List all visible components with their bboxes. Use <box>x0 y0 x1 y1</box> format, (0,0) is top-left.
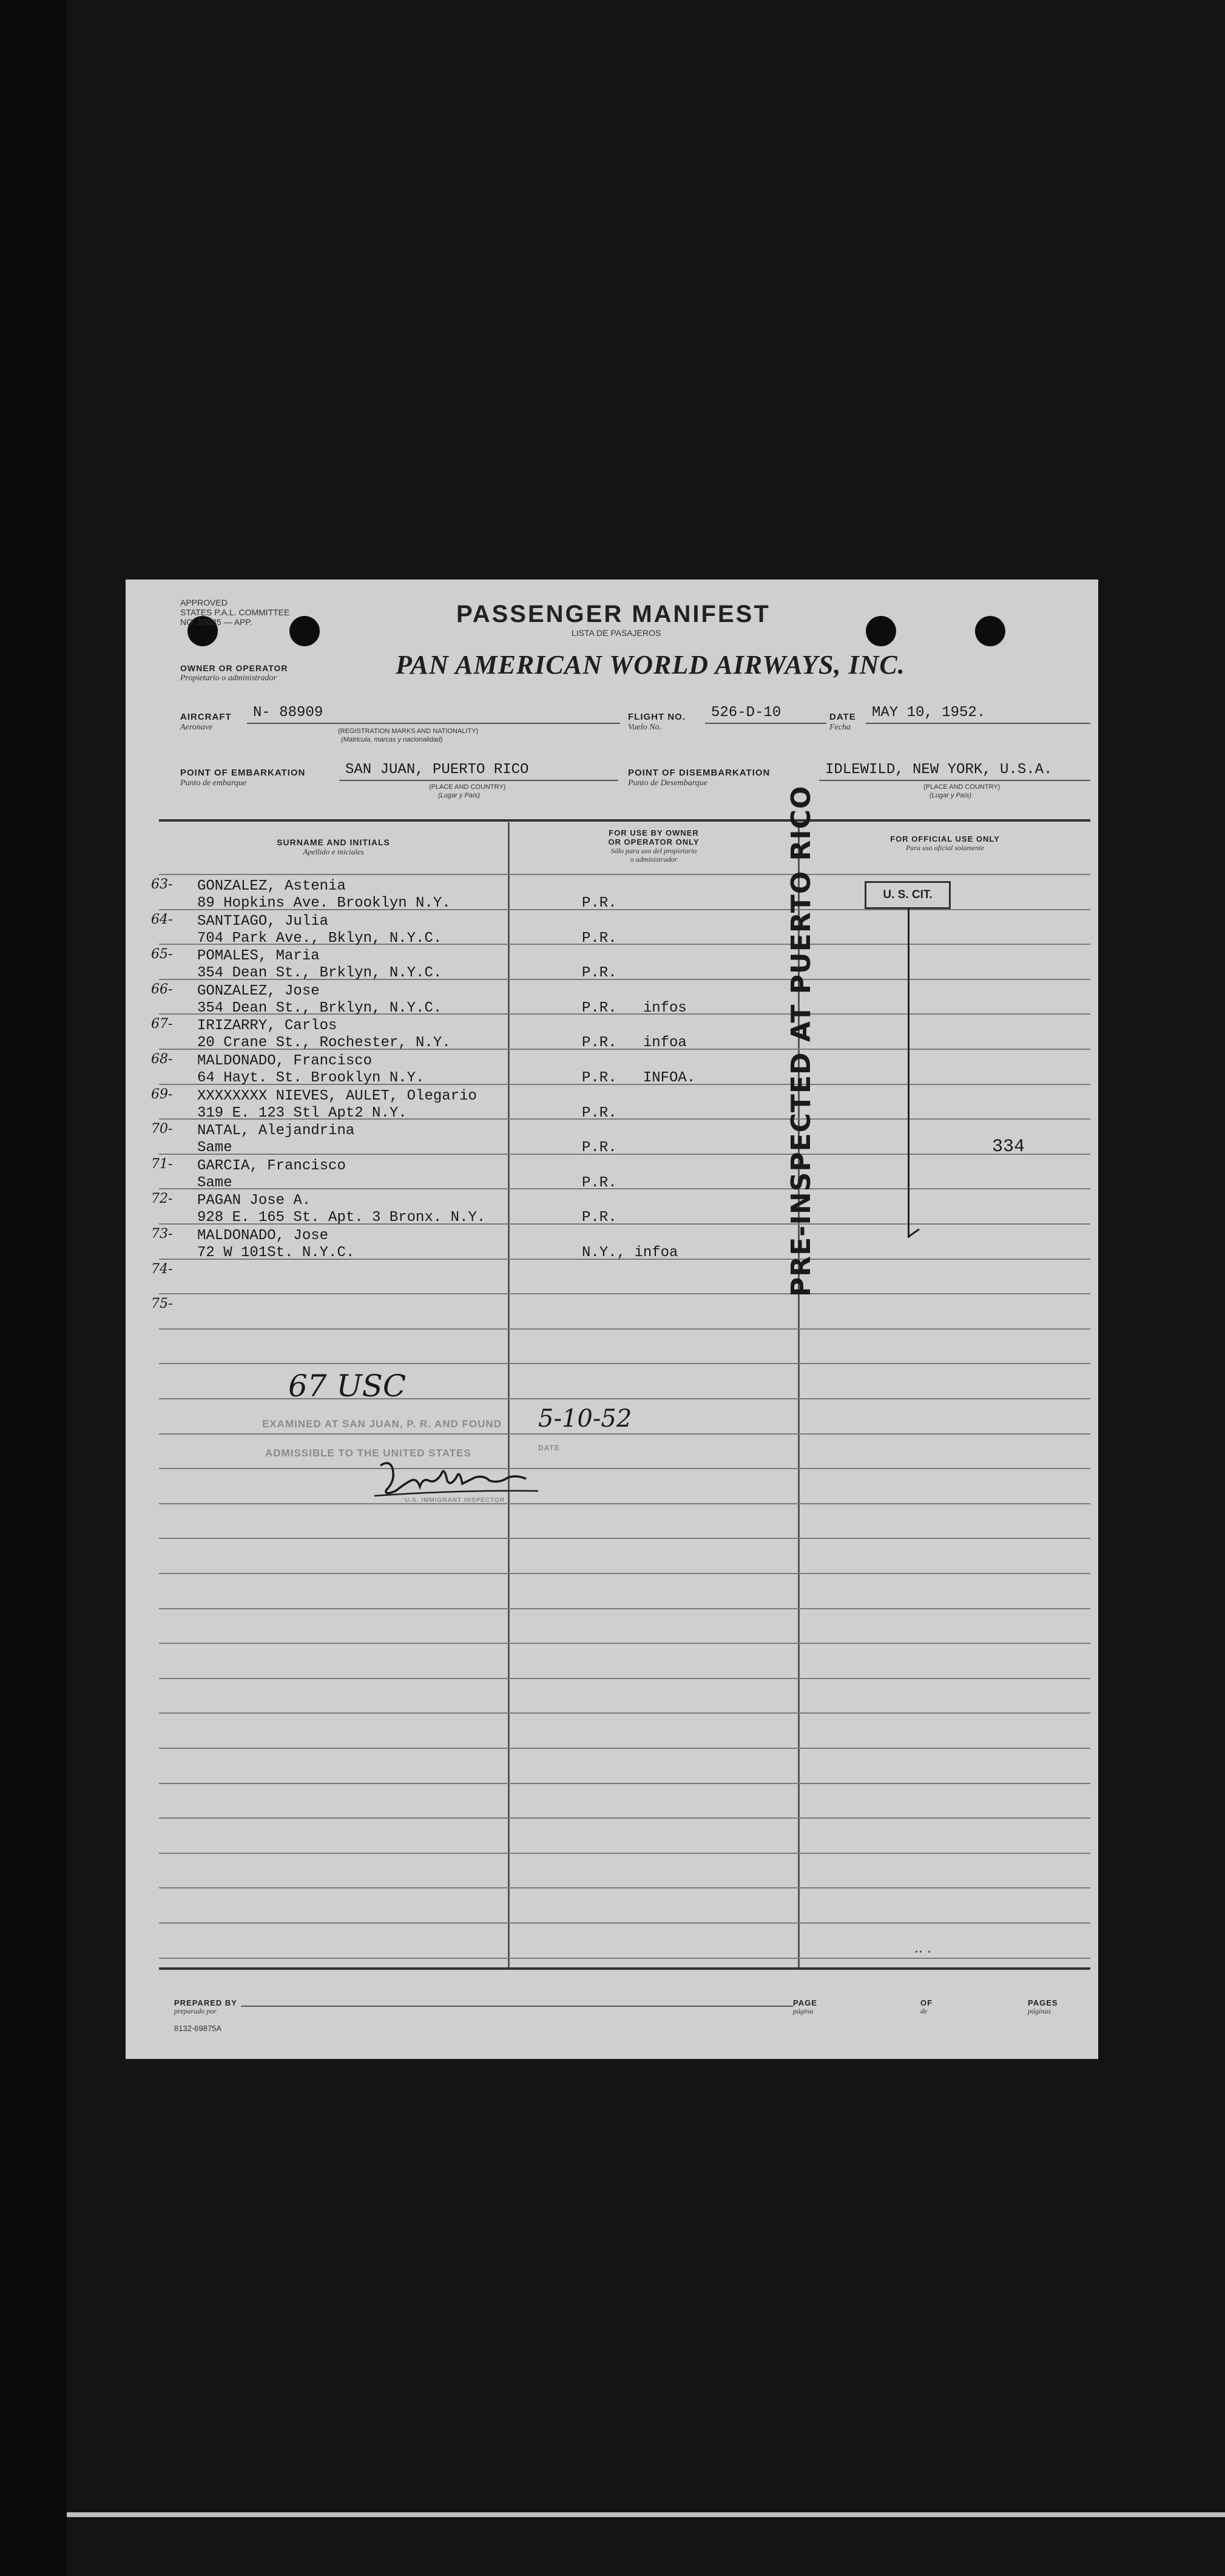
ruled-line <box>159 1922 1090 1924</box>
aircraft-value: N- 88909 <box>253 705 323 721</box>
ruled-line <box>159 1783 1090 1784</box>
page-label: PAGE <box>793 1998 817 2007</box>
punch-hole <box>289 616 320 646</box>
name-column-header <box>159 837 508 857</box>
disembark-place-note-es: (Lugar y País) <box>930 792 972 799</box>
passenger-address: 20 Crane St., Rochester, N.Y. <box>197 1035 451 1051</box>
flight-value: 526-D-10 <box>711 705 781 721</box>
owner-header-label: FOR USE BY OWNER OR OPERATOR ONLY <box>608 828 700 847</box>
aircraft-underline <box>247 723 620 724</box>
date-underline <box>866 723 1090 724</box>
passenger-name: PAGAN Jose A. <box>197 1192 311 1209</box>
ruled-line <box>159 1293 1090 1294</box>
entry-number: 68- <box>151 1052 173 1067</box>
official-number: 334 <box>992 1137 1025 1157</box>
owner-use-note: P.R. <box>582 895 617 911</box>
passenger-name: IRIZARRY, Carlos <box>197 1018 337 1034</box>
ruled-line <box>159 874 1090 875</box>
entry-number: 73- <box>151 1226 173 1242</box>
passenger-name: GARCIA, Francisco <box>197 1158 346 1174</box>
ruled-line <box>159 1853 1090 1854</box>
entry-number: 66- <box>151 982 173 997</box>
embark-underline <box>339 780 618 781</box>
ruled-line <box>159 1712 1090 1714</box>
approval-line: NO. 20035 — APP. <box>180 617 252 627</box>
passenger-address: Same <box>197 1140 232 1156</box>
approval-line: STATES P.A.L. COMMITTEE <box>180 607 290 617</box>
ruled-line <box>159 1363 1090 1364</box>
disembark-underline <box>819 780 1090 781</box>
entry-number: 67- <box>151 1016 173 1032</box>
us-citizen-bracket-line <box>908 907 909 1238</box>
owner-use-note: P.R. <box>582 930 617 947</box>
inspector-label: U.S. IMMIGRANT INSPECTOR <box>405 1497 505 1504</box>
owner-column-header <box>510 828 798 864</box>
disembark-label-es: Punto de Desembarque <box>628 779 707 788</box>
ruled-line <box>159 1433 1090 1435</box>
owner-use-note: P.R. <box>582 1209 617 1226</box>
passenger-address: 704 Park Ave., Bklyn, N.Y.C. <box>197 930 442 947</box>
manifest-title: PASSENGER MANIFEST <box>456 601 771 627</box>
owner-use-note: P.R. <box>582 1140 617 1156</box>
ruled-line <box>159 1817 1090 1819</box>
owner-use-note: P.R. infoa <box>582 1035 687 1051</box>
passenger-name: XXXXXXXX NIEVES, AULET, Olegario <box>197 1088 477 1104</box>
entry-number: 70- <box>151 1121 173 1137</box>
date-value: MAY 10, 1952. <box>872 705 986 721</box>
ruled-line <box>159 1503 1090 1504</box>
passenger-address: 64 Hayt. St. Brooklyn N.Y. <box>197 1070 425 1086</box>
us-citizen-stamp: U. S. CIT. <box>865 881 951 909</box>
table-top-border <box>159 819 1090 822</box>
handwritten-date: 5-10-52 <box>538 1405 632 1433</box>
entry-number: 64- <box>151 912 173 927</box>
entry-number: 74- <box>151 1262 173 1277</box>
embark-label-es: Punto de embarque <box>180 779 247 788</box>
official-header-label-es: Para uso oficial solamente <box>906 843 984 852</box>
flight-label-es: Vuelo No. <box>628 723 661 732</box>
date-label-es: Fecha <box>829 723 851 732</box>
table-bottom-border <box>159 1967 1090 1970</box>
punch-hole <box>866 616 896 646</box>
entry-number: 71- <box>151 1157 173 1172</box>
owner-use-note: P.R. <box>582 1105 617 1121</box>
ruled-line <box>159 1188 1090 1189</box>
owner-use-note: N.Y., infoa <box>582 1245 678 1261</box>
owner-label: OWNER OR OPERATOR <box>180 663 288 673</box>
name-header-label-es: Apellido e iniciales <box>303 847 364 856</box>
pages-label-es: páginas <box>1028 2007 1051 2015</box>
entry-number: 65- <box>151 947 173 962</box>
date-label: DATE <box>829 712 856 722</box>
passenger-name: MALDONADO, Jose <box>197 1228 329 1244</box>
entry-number: 63- <box>151 877 173 892</box>
examined-stamp: EXAMINED AT SAN JUAN, P. R. AND FOUND <box>262 1418 502 1430</box>
aircraft-label-es: Aeronave <box>180 723 213 732</box>
ruled-line <box>159 1608 1090 1609</box>
airline-name: PAN AMERICAN WORLD AIRWAYS, INC. <box>396 650 905 680</box>
prepared-by-underline <box>241 2006 793 2007</box>
owner-header-label-es: Sólo para uso del propietario o administrador <box>610 847 697 864</box>
ruled-line <box>159 1573 1090 1574</box>
owner-use-note: P.R. INFOA. <box>582 1070 696 1086</box>
of-label: OF <box>920 1998 933 2007</box>
passenger-name: POMALES, Maria <box>197 948 320 964</box>
embark-label: POINT OF EMBARKATION <box>180 768 306 778</box>
admissible-stamp: ADMISSIBLE TO THE UNITED STATES <box>265 1447 471 1459</box>
ruled-line <box>159 1468 1090 1469</box>
ruled-line <box>159 1887 1090 1888</box>
embark-place-note: (PLACE AND COUNTRY) <box>429 783 506 791</box>
name-header-label: SURNAME AND INITIALS <box>277 837 390 847</box>
embark-place-note-es: (Lugar y País) <box>438 792 481 799</box>
official-header-label: FOR OFFICIAL USE ONLY <box>890 834 1000 843</box>
punch-hole <box>975 616 1005 646</box>
entry-number: 72- <box>151 1191 173 1206</box>
passenger-address: 928 E. 165 St. Apt. 3 Bronx. N.Y. <box>197 1209 486 1226</box>
inspector-signature <box>368 1453 550 1502</box>
entry-number: 75- <box>151 1296 173 1311</box>
prepared-by-label-es: preparado por <box>174 2007 217 2015</box>
embark-value: SAN JUAN, PUERTO RICO <box>345 762 529 778</box>
passenger-name: SANTIAGO, Julia <box>197 913 329 930</box>
handwritten-count: 67 USC <box>288 1368 407 1404</box>
manifest-title-es: LISTA DE PASAJEROS <box>572 628 661 638</box>
passenger-name: GONZALEZ, Jose <box>197 983 320 999</box>
column-divider <box>508 822 510 1967</box>
passenger-address: Same <box>197 1175 232 1191</box>
ruled-line <box>159 1643 1090 1644</box>
flight-label: FLIGHT NO. <box>628 712 686 722</box>
aircraft-label: AIRCRAFT <box>180 712 232 722</box>
passenger-name: NATAL, Alejandrina <box>197 1123 355 1139</box>
preinspected-stamp: PRE-INSPECTED AT PUERTO RICO <box>786 785 817 1297</box>
passenger-address: 89 Hopkins Ave. Brooklyn N.Y. <box>197 895 451 911</box>
passenger-name: GONZALEZ, Astenia <box>197 878 346 894</box>
ruled-line <box>159 1328 1090 1330</box>
owner-use-note: P.R. infos <box>582 1000 687 1016</box>
registration-note: (REGISTRATION MARKS AND NATIONALITY) <box>338 728 479 735</box>
owner-use-note: P.R. <box>582 965 617 981</box>
ruled-line <box>159 1678 1090 1679</box>
of-label-es: de <box>920 2007 928 2015</box>
film-edge-line <box>67 2512 1225 2517</box>
page-label-es: página <box>793 2007 814 2015</box>
disembark-place-note: (PLACE AND COUNTRY) <box>923 783 1001 791</box>
stamp-date-label: DATE <box>538 1444 560 1452</box>
disembark-label: POINT OF DISEMBARKATION <box>628 768 771 778</box>
ruled-line <box>159 1958 1090 1959</box>
ruled-line <box>159 1748 1090 1749</box>
approval-line: APPROVED <box>180 598 228 607</box>
stray-marks: ·· · <box>914 1945 931 1960</box>
flight-underline <box>705 723 826 724</box>
official-column-header <box>800 834 1090 853</box>
passenger-address: 72 W 101St. N.Y.C. <box>197 1245 355 1261</box>
manifest-page <box>126 580 1098 2059</box>
ruled-line <box>159 1154 1090 1155</box>
registration-note-es: (Matricula, marcas y nacionalidad) <box>341 736 443 743</box>
passenger-address: 354 Dean St., Brklyn, N.Y.C. <box>197 965 442 981</box>
prepared-by-label: PREPARED BY <box>174 1998 237 2007</box>
form-number: 8132-69875A <box>174 2024 222 2033</box>
passenger-address: 354 Dean St., Brklyn, N.Y.C. <box>197 1000 442 1016</box>
owner-use-note: P.R. <box>582 1175 617 1191</box>
passenger-address: 319 E. 123 Stl Apt2 N.Y. <box>197 1105 407 1121</box>
owner-label-es: Propietario o administrador <box>180 674 277 683</box>
pages-label: PAGES <box>1028 1998 1058 2007</box>
disembark-value: IDLEWILD, NEW YORK, U.S.A. <box>825 762 1053 778</box>
passenger-name: MALDONADO, Francisco <box>197 1053 373 1069</box>
ruled-line <box>159 1538 1090 1539</box>
entry-number: 69- <box>151 1087 173 1102</box>
